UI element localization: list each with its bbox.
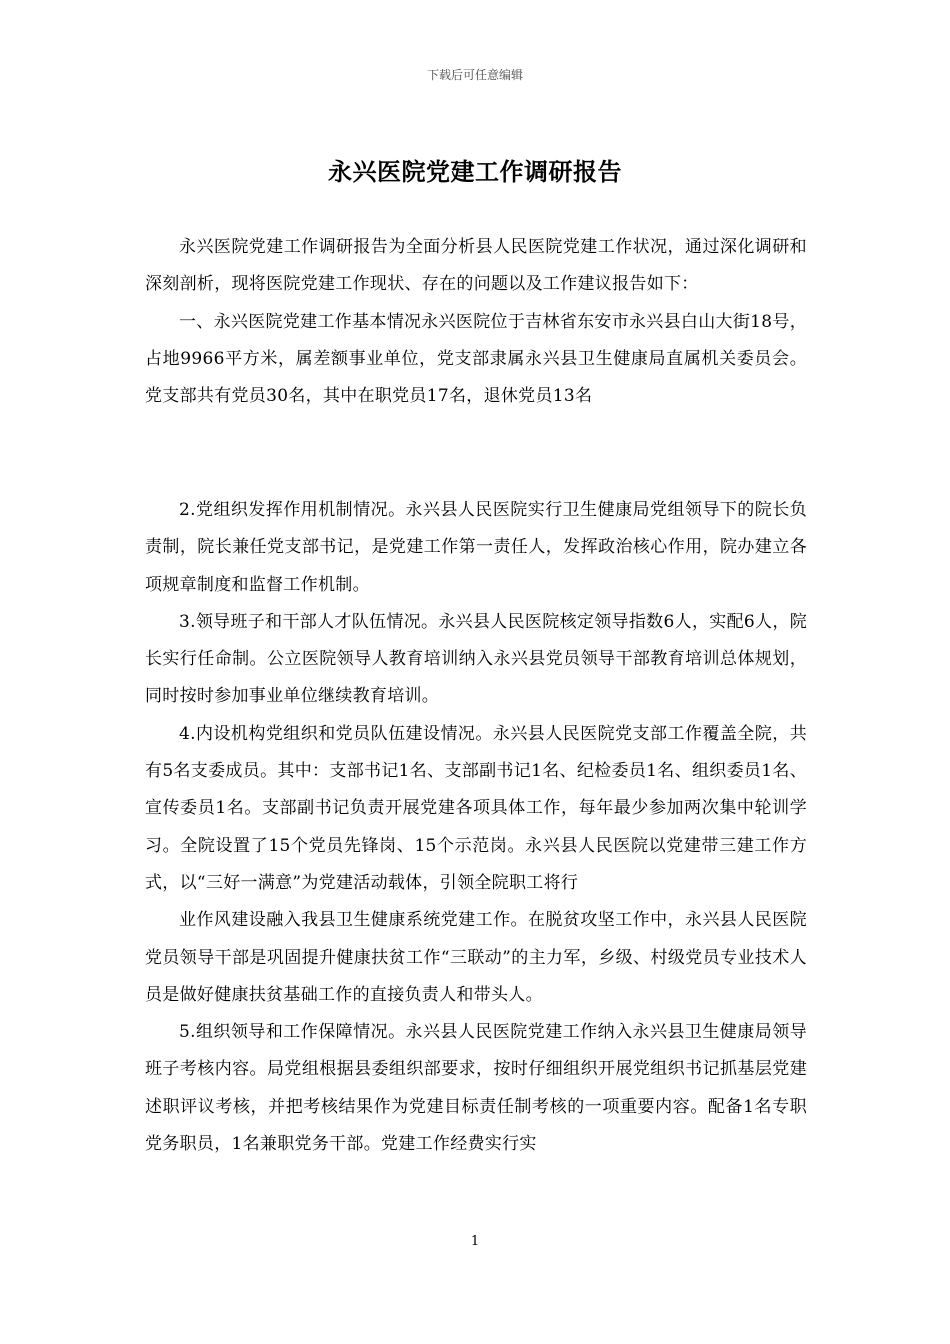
document-title: 永兴医院党建工作调研报告 (328, 158, 622, 186)
paragraph-item-3: 3.领导班子和干部人才队伍情况。永兴县人民医院核定领导指数6人，实配6人，院长实行任命制。公立医院领导人教育培训纳入永兴县党员领导干部教育培训总体规划，同时按时参加事业单位继续教育培训。 (145, 611, 807, 707)
body-block-top (145, 229, 807, 415)
paragraph-item-5: 5.组织领导和工作保障情况。永兴县人民医院党建工作纳入永兴县卫生健康局领导班子考核内容。局党组根据县委组织部要求，按时仔细组织开展党组织书记抓基层党建述职评议考核，并把考核结果作为党建目标责任制考核的一项重要内容。配备1名专职党务职员，1名兼职党务干部。党建工作经费实行实 (145, 1022, 807, 1155)
header-note: 下载后可任意编辑 (426, 68, 523, 82)
paragraph-item-4-continued: 业作风建设融入我县卫生健康系统党建工作。在脱贫攻坚工作中，永兴县人民医院党员领导干部是巩固提升健康扶贫工作“三联动”的主力军，乡级、村级党员专业技术人员是做好健康扶贫基础工作的直接负责人和带头人。 (145, 910, 807, 1005)
paragraph-intro: 永兴医院党建工作调研报告为全面分析县人民医院党建工作状况，通过深化调研和深刻剖析，现将医院党建工作现状、存在的问题以及工作建议报告如下： (145, 237, 807, 295)
body-block-bottom (145, 492, 807, 1163)
paragraph-section-1: 一、永兴医院党建工作基本情况永兴医院位于吉林省东安市永兴县白山大街18号，占地9966平方米，属差额事业单位，党支部隶属永兴县卫生健康局直属机关委员会。党支部共有党员30名，其中在职党员17名，退休党员13名 (145, 311, 807, 407)
page-number: 1 (470, 1234, 480, 1249)
paragraph-item-4: 4.内设机构党组织和党员队伍建设情况。永兴县人民医院党支部工作覆盖全院，共有5名支委成员。其中：支部书记1名、支部副书记1名、纪检委员1名、组织委员1名、宣传委员1名。支部副书记负责开展党建各项具体工作，每年最少参加两次集中轮训学习。全院设置了15个党员先锋岗、15个示范岗。永兴县人民医院以党建带三建工作方式，以“三好一满意”为党建活动载体，引领全院职工将行 (145, 723, 807, 893)
paragraph-item-2: 2.党组织发挥作用机制情况。永兴县人民医院实行卫生健康局党组领导下的院长负责制，院长兼任党支部书记，是党建工作第一责任人，发挥政治核心作用，院办建立各项规章制度和监督工作机制。 (145, 500, 807, 595)
